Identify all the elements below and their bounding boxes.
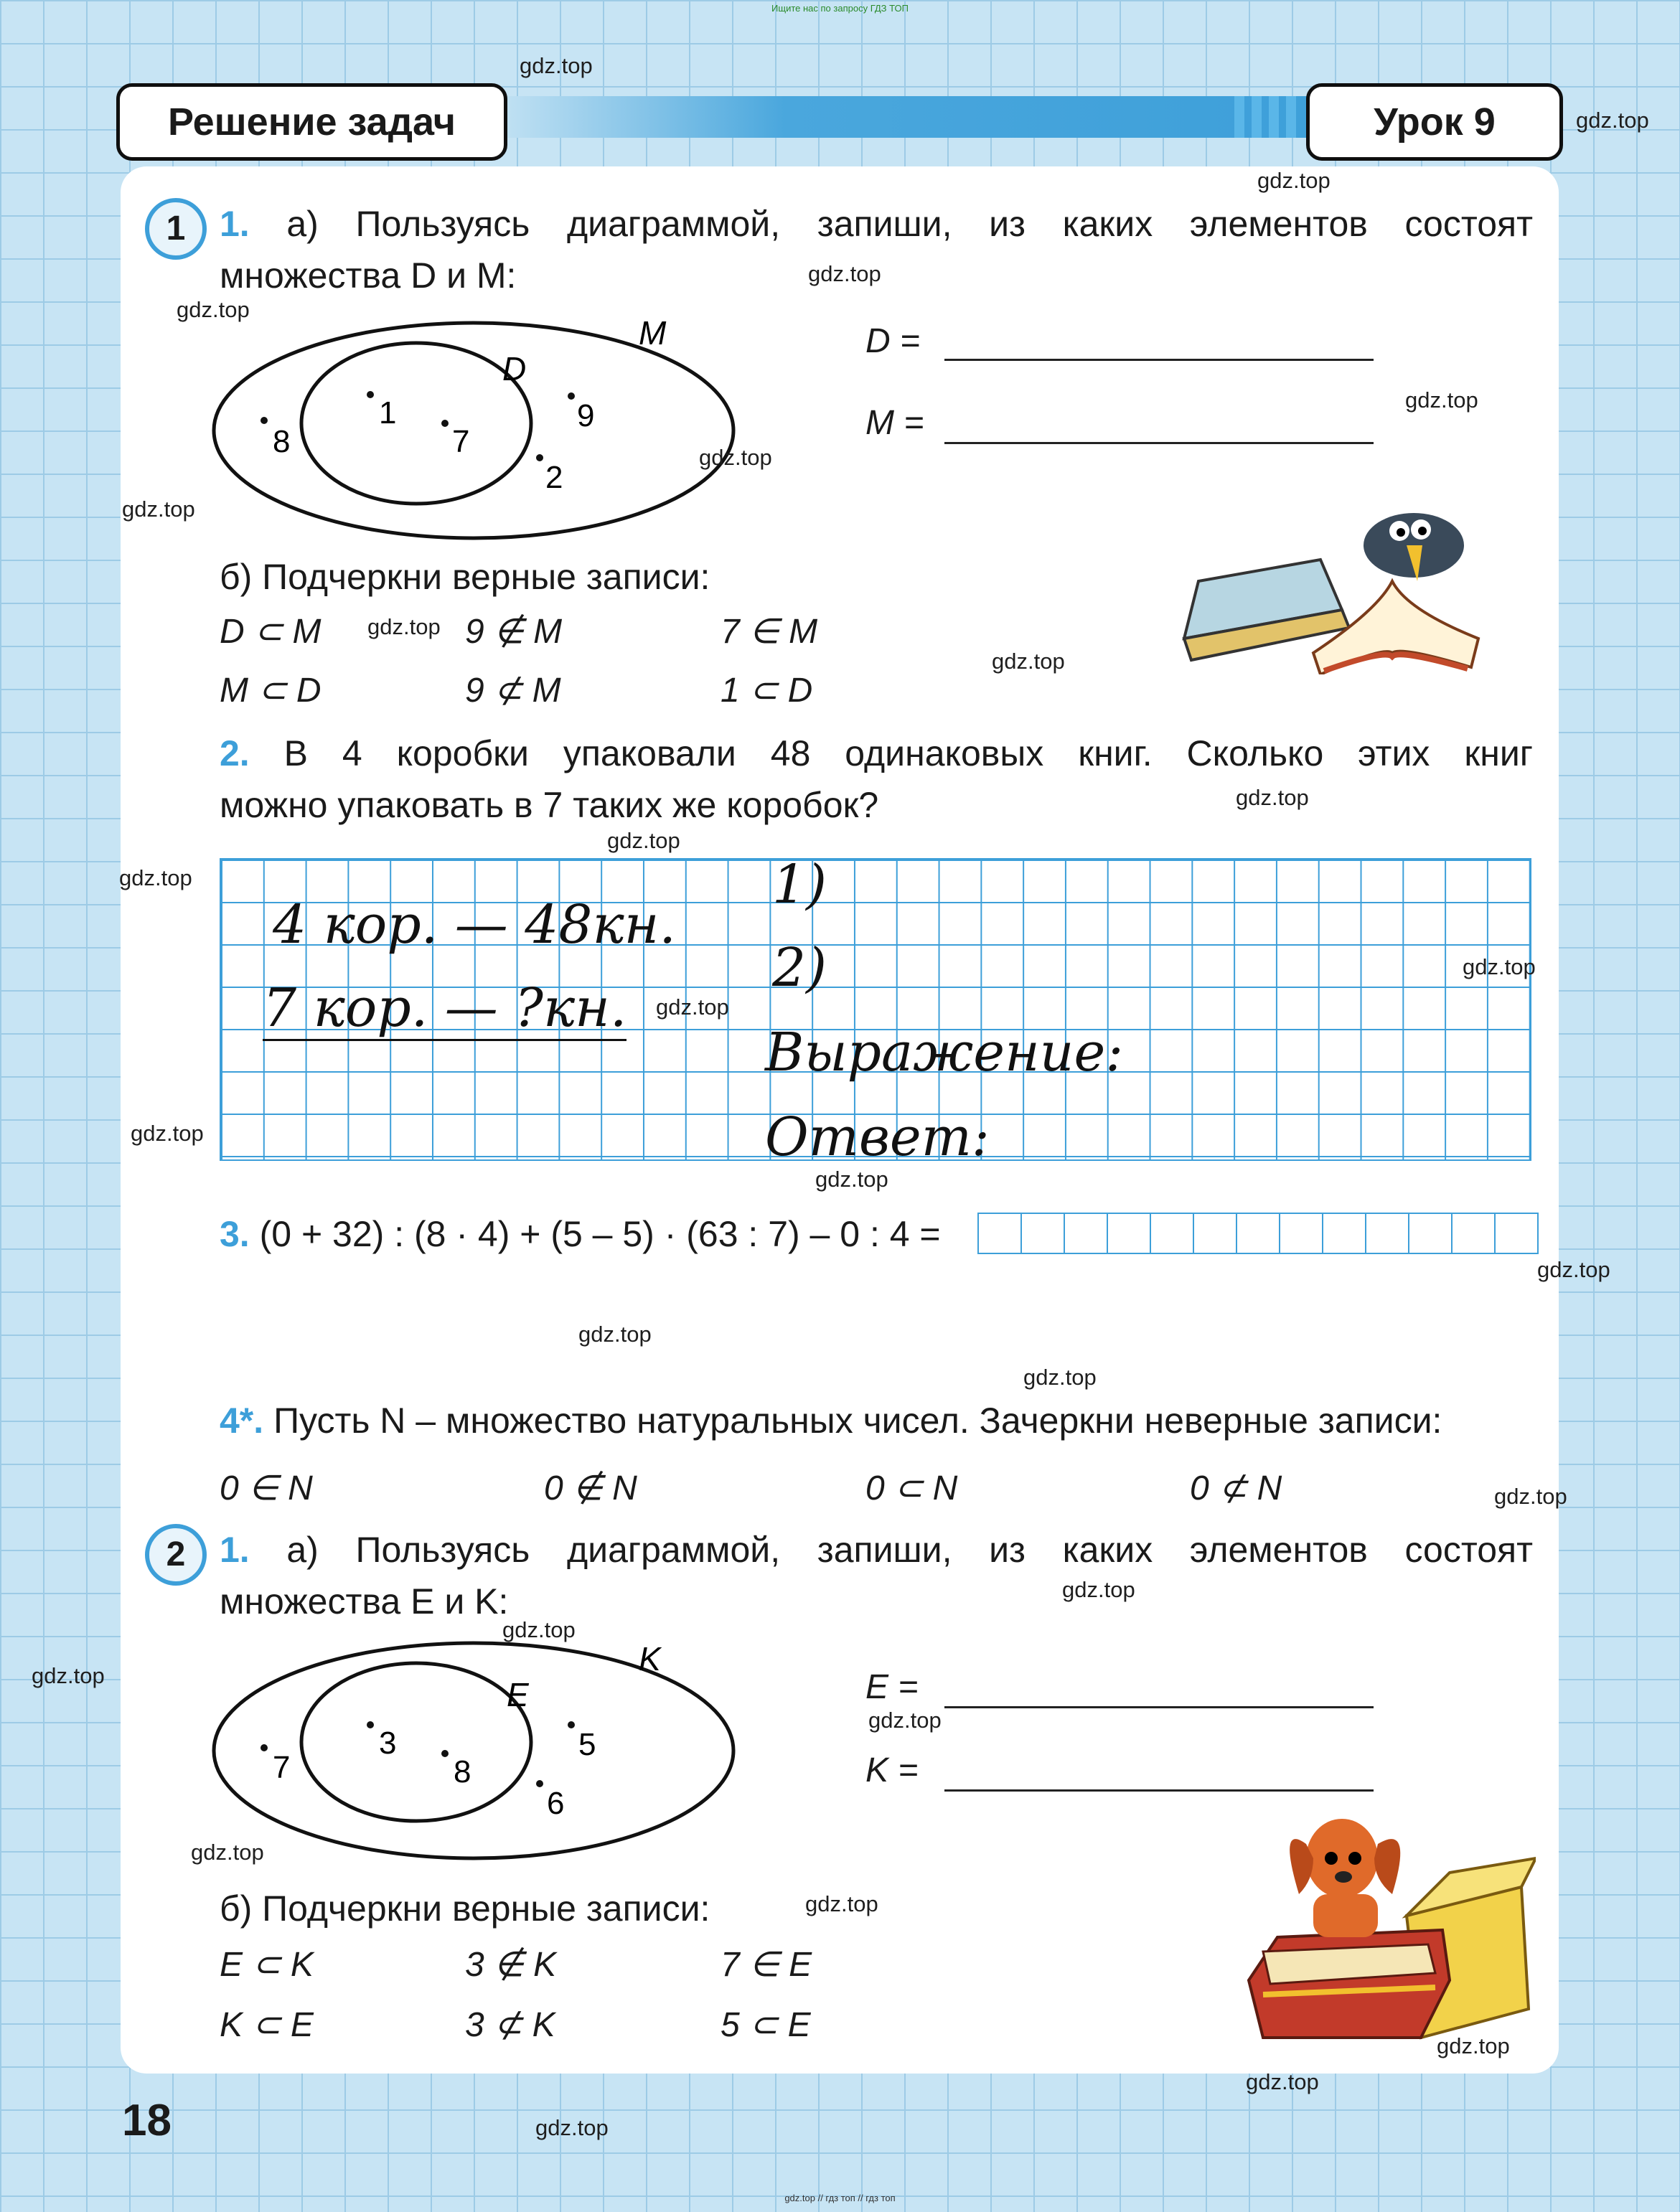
task3-expression — [220, 1208, 941, 1260]
venn-element: 8 — [273, 424, 291, 459]
statement[interactable]: 9 ⊄ M — [465, 672, 561, 710]
venn-element: 7 — [452, 424, 470, 459]
inner-set-label: D — [502, 350, 527, 387]
venn-diagram-ek — [208, 1636, 739, 1873]
statement[interactable]: E ⊂ K — [220, 1946, 314, 1984]
watermark: gdz.top — [607, 828, 680, 853]
venn-element: 7 — [273, 1750, 291, 1785]
answer-line-d[interactable] — [944, 359, 1374, 361]
statement[interactable]: 7 ∈ E — [721, 1946, 812, 1984]
step-1-label: 1) — [772, 854, 827, 916]
statement[interactable]: 5 ⊂ E — [721, 2006, 811, 2044]
crow-reading-illustration — [1170, 502, 1500, 674]
watermark: gdz.top — [699, 445, 772, 470]
statement[interactable]: 7 ∈ M — [721, 613, 818, 651]
inner-set-ellipse — [301, 343, 531, 504]
section-badge: 1 — [145, 198, 207, 260]
watermark: gdz.top — [122, 496, 195, 522]
task-number: 1. — [220, 1530, 250, 1570]
watermark: gdz.top — [1405, 387, 1478, 413]
statement[interactable]: 0 ⊂ N — [865, 1469, 958, 1507]
statement[interactable]: 1 ⊂ D — [721, 672, 813, 710]
watermark: gdz.top — [1023, 1365, 1097, 1390]
watermark: gdz.top — [367, 614, 441, 639]
outer-set-label: K — [639, 1640, 661, 1677]
expression-label: Выражение: — [765, 1022, 1124, 1083]
inner-set-ellipse — [301, 1663, 531, 1821]
page-number: 18 — [122, 2096, 172, 2145]
part-b-text: б) Подчеркни верные записи: — [220, 1888, 710, 1929]
watermark: gdz.top — [191, 1840, 264, 1865]
top-note: Ищите нас по запросу ГДЗ ТОП — [771, 3, 909, 14]
task1-text-line1 — [220, 198, 1533, 250]
inner-set-label: E — [507, 1676, 529, 1713]
venn-diagram-dm — [208, 309, 739, 545]
answer-label-d: D = — [865, 322, 921, 360]
task-number: 4*. — [220, 1401, 264, 1441]
header-stripes — [1234, 96, 1306, 138]
bottom-note: gdz.top // гдз топ // гдз топ — [784, 2193, 896, 2203]
answer-line-e[interactable] — [944, 1706, 1374, 1708]
answer-line-k[interactable] — [944, 1789, 1374, 1792]
dog-with-books-illustration — [1234, 1808, 1536, 2066]
answer-label: Ответ: — [765, 1106, 990, 1168]
statement[interactable]: 0 ∉ N — [544, 1469, 637, 1507]
venn-element: 6 — [547, 1786, 565, 1821]
task2-text-line1 — [220, 728, 1533, 779]
outer-set-label: M — [639, 314, 667, 352]
venn-element: 8 — [454, 1754, 471, 1789]
statement[interactable]: K ⊂ E — [220, 2006, 314, 2044]
watermark: gdz.top — [815, 1167, 888, 1192]
watermark: gdz.top — [32, 1663, 105, 1688]
watermark: gdz.top — [177, 297, 250, 322]
watermark: gdz.top — [1494, 1484, 1567, 1509]
statement[interactable]: 9 ∉ M — [465, 613, 563, 651]
watermark: gdz.top — [656, 994, 729, 1020]
venn-element: 2 — [545, 460, 563, 495]
watermark: gdz.top — [1062, 1577, 1135, 1602]
task-text: Пусть N – множество натуральных чисел. Зачеркни неверные записи: — [273, 1401, 1442, 1441]
watermark: gdz.top — [805, 1891, 878, 1916]
watermark: gdz.top — [520, 53, 593, 78]
header-band — [488, 96, 1335, 138]
answer-label-k: K = — [865, 1751, 919, 1789]
watermark: gdz.top — [502, 1617, 576, 1642]
watermark: gdz.top — [119, 865, 192, 890]
venn-element: 3 — [379, 1726, 397, 1761]
watermark: gdz.top — [578, 1322, 652, 1347]
watermark: gdz.top — [992, 649, 1065, 674]
task-text: В 4 коробки упаковали 48 одинаковых книг. Сколько этих книг — [283, 733, 1533, 773]
statement[interactable]: 3 ⊄ K — [465, 2006, 555, 2044]
answer-line-m[interactable] — [944, 442, 1374, 444]
expression-text: (0 + 32) : (8 · 4) + (5 – 5) · (63 : 7) – 0 : 4 = — [259, 1214, 941, 1254]
lesson-label: Урок 9 — [1306, 83, 1563, 161]
statement[interactable]: 3 ∉ K — [465, 1946, 557, 1984]
watermark: gdz.top — [1463, 954, 1536, 979]
task1-text-line2: множества D и M: — [220, 255, 517, 296]
task4-text — [220, 1395, 1442, 1446]
task-text: а) Пользуясь диаграммой, запиши, из каких элементов состоят — [286, 204, 1533, 244]
watermark: gdz.top — [1437, 2033, 1510, 2058]
task-number: 1. — [220, 204, 250, 244]
venn-element: 1 — [379, 395, 397, 430]
task-number: 3. — [220, 1214, 250, 1254]
handwritten-condition-1: 4 кор. — 48кн. — [273, 894, 676, 956]
part-b-text: б) Подчеркни верные записи: — [220, 557, 710, 597]
watermark: gdz.top — [1537, 1257, 1610, 1282]
watermark: gdz.top — [1257, 168, 1331, 193]
watermark: gdz.top — [1236, 785, 1309, 810]
watermark: gdz.top — [1246, 2069, 1319, 2094]
statement[interactable]: 0 ∈ N — [220, 1469, 313, 1507]
statement[interactable]: D ⊂ M — [220, 613, 322, 651]
venn-element: 9 — [577, 398, 595, 433]
watermark: gdz.top — [131, 1121, 204, 1146]
answer-label-m: M = — [865, 404, 924, 442]
task2-text-line2: можно упаковать в 7 таких же коробок? — [220, 785, 879, 825]
watermark: gdz.top — [868, 1708, 942, 1733]
step-2-label: 2) — [772, 937, 827, 999]
task-text: а) Пользуясь диаграммой, запиши, из каких элементов состоят — [286, 1530, 1533, 1570]
statement[interactable]: 0 ⊄ N — [1190, 1469, 1282, 1507]
answer-cells[interactable] — [977, 1213, 1539, 1254]
task1-text-line2: множества E и K: — [220, 1581, 509, 1622]
watermark: gdz.top — [808, 261, 881, 286]
venn-element: 5 — [578, 1727, 596, 1762]
task-number: 2. — [220, 733, 250, 773]
handwritten-condition-2: 7 кор. — ?кн. — [263, 977, 627, 1041]
header-title: Решение задач — [116, 83, 507, 161]
answer-label-e: E = — [865, 1668, 919, 1706]
task1-text-line1 — [220, 1524, 1533, 1576]
watermark: gdz.top — [535, 2115, 609, 2140]
section-badge: 2 — [145, 1524, 207, 1586]
statement[interactable]: M ⊂ D — [220, 672, 322, 710]
watermark: gdz.top — [1576, 108, 1649, 133]
